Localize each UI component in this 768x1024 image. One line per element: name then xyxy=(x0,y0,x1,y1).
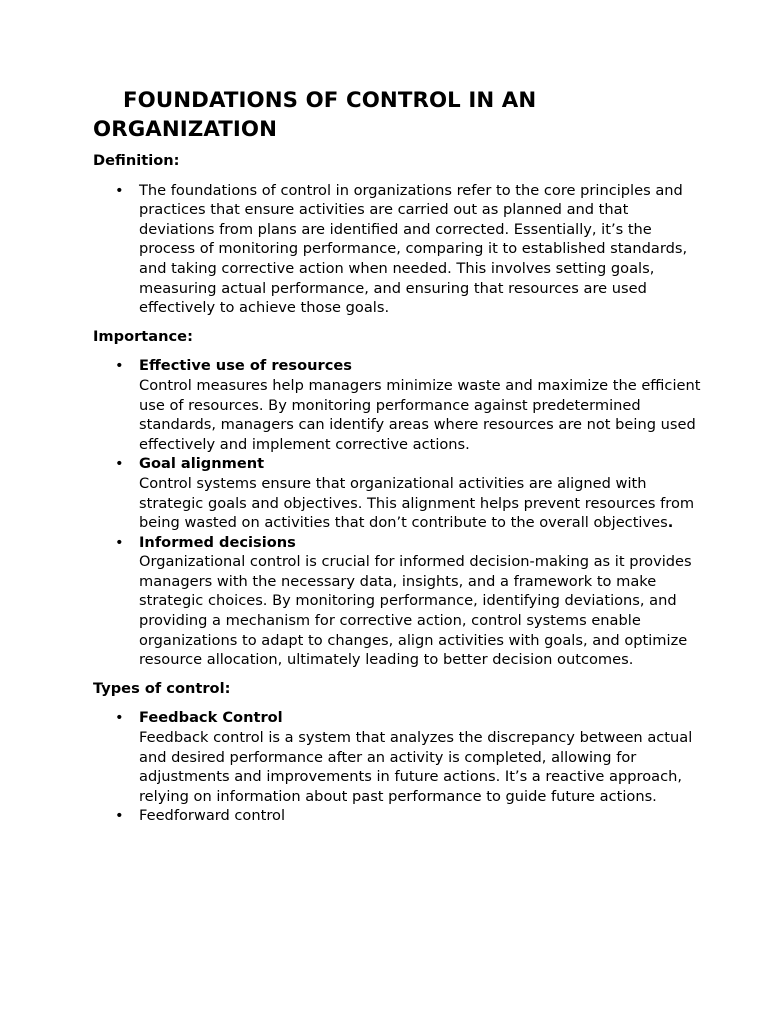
list-item xyxy=(93,708,708,806)
bullet-icon: • xyxy=(115,533,124,551)
bullet-icon: • xyxy=(115,709,124,727)
item-body: Organizational control is crucial for informed decision-making as it provides managers with the necessary data, insights, and a framework to make strategic choices. By monitoring performance, identifying deviations, and providing a mechanism for corrective action, control systems enable organizations to adapt to changes, align activities with goals, and optimize resource allocation, ultimately leading to better decision outcomes. xyxy=(139,553,692,669)
definition-list xyxy=(93,181,708,318)
bullet-icon: • xyxy=(115,181,124,199)
bullet-icon: • xyxy=(115,455,124,473)
definition-body: The foundations of control in organizations refer to the core principles and practices that ensure activities are carried out as planned and that deviations from plans are identified and corrected. Essentially, it’s the process of monitoring performance, comparing it to established standards, and taking corrective action when needed. This involves setting goals, measuring actual performance, and ensuring that resources are used effectively to achieve those goals. xyxy=(139,181,688,317)
item-title: Goal alignment xyxy=(139,455,265,473)
item-title: Feedback Control xyxy=(139,709,283,727)
item-body: Control measures help managers minimize waste and maximize the efficient use of resources. By monitoring performance against predetermined standards, managers can identify areas where resources are not being used effectively and implement corrective actions. xyxy=(139,376,701,453)
list-item xyxy=(93,181,708,318)
list-item xyxy=(93,356,708,454)
list-item xyxy=(93,533,708,670)
item-body-end: . xyxy=(667,514,674,532)
importance-heading: Importance: xyxy=(93,327,193,345)
item-body: Feedback control is a system that analyzes the discrepancy between actual and desired performance after an activity is completed, allowing for adjustments and improvements in future actions. It’s a reactive approach, relying on information about past performance to guide future actions. xyxy=(139,729,693,805)
item-body xyxy=(139,474,708,533)
section-importance xyxy=(93,327,708,679)
list-item xyxy=(93,454,708,532)
list-item xyxy=(93,806,708,826)
bullet-icon: • xyxy=(115,807,124,825)
item-title: Effective use of resources xyxy=(139,357,352,375)
section-definition xyxy=(93,151,708,327)
section-types xyxy=(93,679,708,826)
item-body: Feedforward control xyxy=(139,807,285,825)
types-list xyxy=(93,708,708,826)
types-heading: Types of control: xyxy=(93,679,231,697)
item-body-text: Control systems ensure that organizational activities are aligned with strategic goals and objectives. This alignment helps prevent resources from being wasted on activities that don’t contribute to the overall objectives xyxy=(139,474,695,532)
bullet-icon: • xyxy=(115,357,124,375)
definition-heading: Definition: xyxy=(93,152,180,169)
importance-list xyxy=(93,356,708,670)
document-title: FOUNDATIONS OF CONTROL IN AN ORGANIZATION xyxy=(93,88,537,142)
item-title: Informed decisions xyxy=(139,533,296,551)
